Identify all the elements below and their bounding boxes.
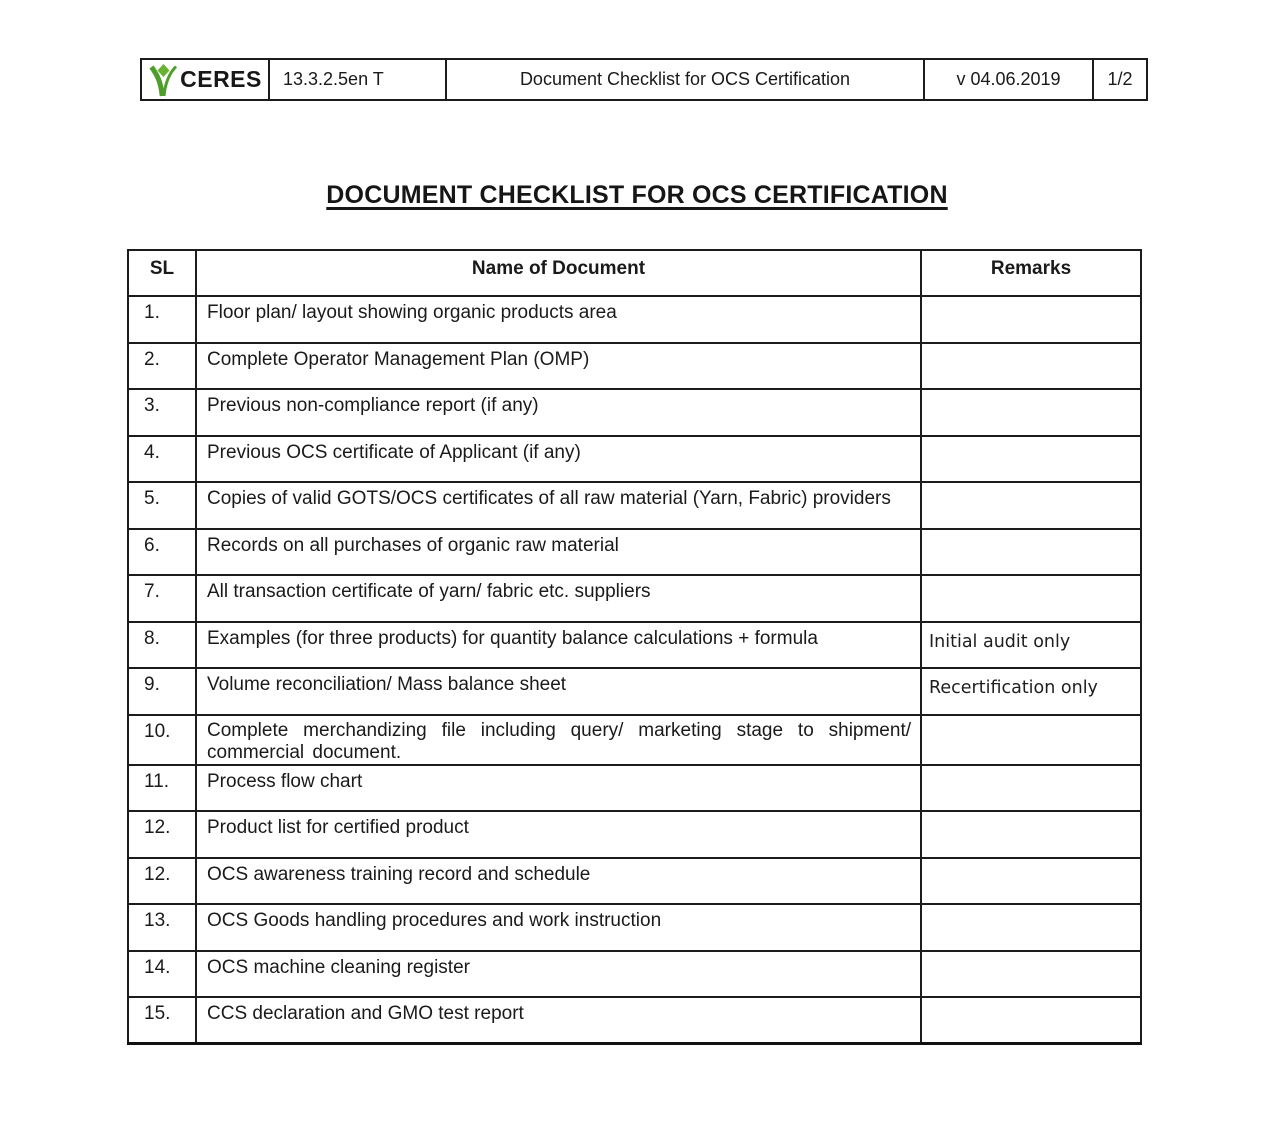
table-row [128, 765, 1141, 812]
remarks-cell [921, 343, 1141, 390]
column-header-sl: SL [128, 250, 196, 296]
remarks-cell: Recertification only [921, 668, 1141, 715]
remarks-cell [921, 296, 1141, 343]
remarks-cell [921, 436, 1141, 483]
table-row [128, 858, 1141, 905]
remarks-cell [921, 389, 1141, 436]
table-row [128, 482, 1141, 529]
name-cell: CCS declaration and GMO test report [196, 997, 921, 1044]
sl-cell: 5. [128, 482, 196, 529]
table-row [128, 951, 1141, 998]
sl-cell: 14. [128, 951, 196, 998]
doc-version: v 04.06.2019 [923, 60, 1092, 99]
remarks-cell [921, 811, 1141, 858]
ceres-logo [142, 60, 268, 99]
table-header-row [128, 250, 1141, 296]
name-cell: Volume reconciliation/ Mass balance sheet [196, 668, 921, 715]
sl-cell: 12. [128, 858, 196, 905]
column-header-remarks: Remarks [921, 250, 1141, 296]
sl-cell: 15. [128, 997, 196, 1044]
name-cell: Previous non-compliance report (if any) [196, 389, 921, 436]
remarks-cell [921, 765, 1141, 812]
checklist-table [127, 249, 1142, 1045]
sl-cell: 9. [128, 668, 196, 715]
remarks-cell [921, 482, 1141, 529]
sl-cell: 1. [128, 296, 196, 343]
table-row [128, 296, 1141, 343]
table-row [128, 811, 1141, 858]
doc-page-number: 1/2 [1092, 60, 1146, 99]
table-row [128, 529, 1141, 576]
ceres-sprout-icon [148, 63, 179, 97]
sl-cell: 8. [128, 622, 196, 669]
name-cell: Previous OCS certificate of Applicant (if any) [196, 436, 921, 483]
sl-cell: 4. [128, 436, 196, 483]
table-row [128, 343, 1141, 390]
table-row [128, 904, 1141, 951]
table-row [128, 622, 1141, 669]
remarks-cell [921, 575, 1141, 622]
table-row [128, 389, 1141, 436]
table-row [128, 436, 1141, 483]
name-cell: All transaction certificate of yarn/ fabric etc. suppliers [196, 575, 921, 622]
table-row [128, 997, 1141, 1044]
sl-cell: 3. [128, 389, 196, 436]
logo-text: CERES [180, 66, 262, 92]
doc-header-title: Document Checklist for OCS Certification [445, 60, 923, 99]
sl-cell: 13. [128, 904, 196, 951]
name-cell: Records on all purchases of organic raw material [196, 529, 921, 576]
remarks-cell [921, 951, 1141, 998]
sl-cell: 10. [128, 715, 196, 765]
remarks-cell: Initial audit only [921, 622, 1141, 669]
sl-cell: 12. [128, 811, 196, 858]
table-row [128, 715, 1141, 765]
name-cell: OCS machine cleaning register [196, 951, 921, 998]
table-row [128, 668, 1141, 715]
name-cell: Complete Operator Management Plan (OMP) [196, 343, 921, 390]
remarks-cell [921, 715, 1141, 765]
remarks-cell [921, 904, 1141, 951]
sl-cell: 11. [128, 765, 196, 812]
remarks-cell [921, 529, 1141, 576]
name-cell: Complete merchandizing file including query/ marketing stage to shipment/ commercial document. [196, 715, 921, 765]
document-header-table [140, 58, 1148, 101]
column-header-name: Name of Document [196, 250, 921, 296]
name-cell: Floor plan/ layout showing organic products area [196, 296, 921, 343]
remarks-cell [921, 858, 1141, 905]
name-cell: Product list for certified product [196, 811, 921, 858]
name-cell: Copies of valid GOTS/OCS certificates of all raw material (Yarn, Fabric) providers [196, 482, 921, 529]
name-cell: Examples (for three products) for quantity balance calculations + formula [196, 622, 921, 669]
name-cell: OCS Goods handling procedures and work instruction [196, 904, 921, 951]
name-cell: OCS awareness training record and schedule [196, 858, 921, 905]
sl-cell: 2. [128, 343, 196, 390]
name-cell: Process flow chart [196, 765, 921, 812]
doc-code: 13.3.2.5en T [268, 60, 445, 99]
sl-cell: 7. [128, 575, 196, 622]
page-title: DOCUMENT CHECKLIST FOR OCS CERTIFICATION [326, 181, 948, 209]
table-row [128, 575, 1141, 622]
sl-cell: 6. [128, 529, 196, 576]
remarks-cell [921, 997, 1141, 1044]
